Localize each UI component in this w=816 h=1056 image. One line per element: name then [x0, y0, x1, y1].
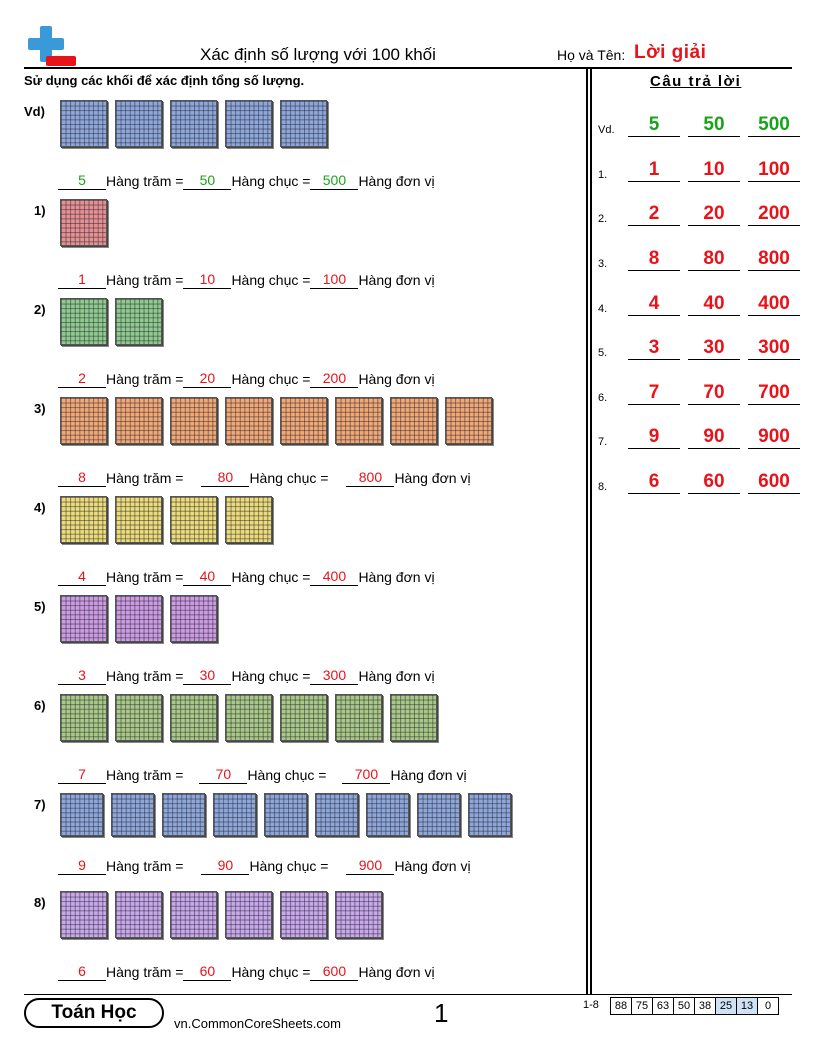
hundred-block: [115, 100, 162, 147]
tens-label: Hàng chục =: [231, 173, 311, 189]
tens-label: Hàng chục =: [247, 767, 327, 783]
hundred-blocks-row: [60, 298, 162, 345]
ones-label: Hàng đơn vị: [358, 668, 435, 684]
problem-label: 8): [34, 895, 46, 910]
score-cell: 50: [674, 998, 695, 1014]
hundred-blocks-row: [60, 595, 217, 642]
hundred-block: [315, 793, 358, 836]
hundred-block: [60, 793, 103, 836]
name-label: Họ và Tên:: [557, 47, 626, 63]
hundreds-label: Hàng trăm =: [106, 668, 184, 684]
hundreds-answer-blank: 4: [58, 568, 106, 586]
hundred-block: [60, 694, 107, 741]
hundred-block: [60, 891, 107, 938]
answer-key-row-label: 2.: [598, 213, 608, 225]
answer-key-row: [598, 382, 800, 405]
answer-key-title: Câu trả lời: [650, 73, 742, 90]
hundred-block: [60, 595, 107, 642]
answer-key-row: [598, 337, 800, 360]
ones-answer-blank: 700: [342, 766, 390, 784]
hundred-block: [225, 694, 272, 741]
ones-answer-blank: 200: [310, 370, 358, 388]
answer-row: [58, 370, 435, 388]
hundred-block: [115, 397, 162, 444]
hundred-block: [280, 100, 327, 147]
answer-row: [58, 172, 435, 190]
tens-answer-blank: 40: [183, 568, 231, 586]
answer-key-value: 80: [688, 248, 740, 271]
hundred-block: [213, 793, 256, 836]
hundred-block: [162, 793, 205, 836]
hundred-block: [280, 694, 327, 741]
hundreds-answer-blank: 7: [58, 766, 106, 784]
answer-key-row: [598, 426, 800, 449]
tens-answer-blank: 80: [201, 469, 249, 487]
score-cell: 0: [764, 1000, 772, 1012]
score-range-label: 1-8: [583, 999, 599, 1011]
hundred-blocks-row: [60, 199, 107, 246]
hundred-block: [60, 496, 107, 543]
hundred-block: [335, 694, 382, 741]
answer-row: [58, 568, 435, 586]
problem-label: 1): [34, 203, 46, 218]
score-cell: 13: [737, 998, 758, 1014]
hundreds-label: Hàng trăm =: [106, 858, 184, 874]
tens-answer-blank: 60: [183, 963, 231, 981]
hundreds-answer-blank: 3: [58, 667, 106, 685]
score-cell: 88: [611, 998, 632, 1014]
page-title: Xác định số lượng với 100 khối: [200, 45, 436, 64]
answer-key-value: 70: [688, 382, 740, 405]
hundred-block: [115, 298, 162, 345]
tens-label: Hàng chục =: [231, 668, 311, 684]
tens-answer-blank: 90: [201, 857, 249, 875]
hundred-block: [264, 793, 307, 836]
tens-answer-blank: 10: [183, 271, 231, 289]
site-url: vn.CommonCoreSheets.com: [174, 1016, 341, 1031]
answer-key-value: 40: [688, 293, 740, 316]
hundred-block: [115, 595, 162, 642]
answer-key-row: [598, 471, 800, 494]
brand-badge: Toán Học: [24, 998, 164, 1028]
answer-row: [58, 271, 435, 289]
answer-key-value: 5: [628, 114, 680, 137]
ones-label: Hàng đơn vị: [394, 858, 471, 874]
column-divider-right: [590, 67, 592, 995]
hundred-blocks-row: [60, 100, 327, 147]
hundred-block: [115, 496, 162, 543]
problem-label: 6): [34, 698, 46, 713]
answer-key-row: [598, 114, 800, 137]
answer-key-value: 20: [688, 203, 740, 226]
name-value: Lời giải: [634, 42, 707, 63]
score-cell: 75: [632, 998, 653, 1014]
hundred-blocks-row: [60, 694, 437, 741]
answer-key-value: 30: [688, 337, 740, 360]
hundreds-label: Hàng trăm =: [106, 964, 184, 980]
ones-label: Hàng đơn vị: [394, 470, 471, 486]
answer-row: [58, 963, 435, 981]
answer-key-value: 4: [628, 293, 680, 316]
answer-key-value: 8: [628, 248, 680, 271]
hundred-block: [225, 891, 272, 938]
hundred-block: [225, 496, 272, 543]
tens-answer-blank: 50: [183, 172, 231, 190]
hundred-block: [335, 397, 382, 444]
hundred-block: [280, 397, 327, 444]
tens-label: Hàng chục =: [249, 858, 329, 874]
hundreds-label: Hàng trăm =: [106, 371, 184, 387]
plus-minus-logo-icon: [24, 24, 80, 68]
score-cell: 38: [695, 998, 716, 1014]
answer-key-value: 400: [748, 293, 800, 316]
header-divider: [24, 67, 792, 69]
hundred-block: [170, 100, 217, 147]
answer-key-value: 7: [628, 382, 680, 405]
tens-answer-blank: 70: [199, 766, 247, 784]
hundred-block: [366, 793, 409, 836]
hundred-block: [60, 397, 107, 444]
answer-key-row-label: 6.: [598, 392, 608, 404]
answer-key-value: 9: [628, 426, 680, 449]
ones-answer-blank: 600: [310, 963, 358, 981]
ones-answer-blank: 800: [346, 469, 394, 487]
ones-label: Hàng đơn vị: [358, 272, 435, 288]
hundred-block: [170, 891, 217, 938]
ones-answer-blank: 500: [310, 172, 358, 190]
answer-key-value: 50: [688, 114, 740, 137]
answer-key-row-label: 5.: [598, 347, 608, 359]
answer-key-value: 500: [748, 114, 800, 137]
instructions: Sử dụng các khối để xác định tổng số lượng.: [24, 73, 305, 88]
hundreds-label: Hàng trăm =: [106, 767, 184, 783]
answer-key-row: [598, 203, 800, 226]
ones-answer-blank: 100: [310, 271, 358, 289]
hundred-block: [417, 793, 460, 836]
ones-answer-blank: 300: [310, 667, 358, 685]
answer-key-value: 90: [688, 426, 740, 449]
answer-row: [58, 469, 471, 487]
answer-key-row-label: 3.: [598, 258, 608, 270]
hundred-block: [445, 397, 492, 444]
hundred-block: [225, 397, 272, 444]
hundreds-answer-blank: 8: [58, 469, 106, 487]
answer-key-value: 6: [628, 471, 680, 494]
answer-key-row-label: 1.: [598, 169, 608, 181]
hundred-block: [280, 891, 327, 938]
answer-key-row-label: 8.: [598, 481, 608, 493]
hundreds-answer-blank: 6: [58, 963, 106, 981]
hundreds-label: Hàng trăm =: [106, 173, 184, 189]
hundreds-answer-blank: 1: [58, 271, 106, 289]
answer-key-row-label: 7.: [598, 436, 608, 448]
hundred-block: [335, 891, 382, 938]
hundreds-answer-blank: 5: [58, 172, 106, 190]
page-number: 1: [434, 998, 449, 1028]
hundreds-answer-blank: 9: [58, 857, 106, 875]
hundred-block: [60, 100, 107, 147]
hundred-blocks-row: [60, 891, 382, 938]
hundred-block: [60, 298, 107, 345]
tens-answer-blank: 20: [183, 370, 231, 388]
answer-key-value: 600: [748, 471, 800, 494]
footer-divider: [24, 994, 792, 995]
answer-key-value: 60: [688, 471, 740, 494]
answer-row: [58, 667, 435, 685]
hundred-block: [390, 397, 437, 444]
answer-key-value: 1: [628, 159, 680, 182]
hundred-block: [170, 595, 217, 642]
ones-label: Hàng đơn vị: [358, 173, 435, 189]
hundreds-label: Hàng trăm =: [106, 470, 184, 486]
hundred-block: [115, 694, 162, 741]
hundred-block: [170, 496, 217, 543]
hundreds-answer-blank: 2: [58, 370, 106, 388]
answer-key-row-label: 4.: [598, 303, 608, 315]
answer-key-row-label: Vd.: [598, 124, 615, 136]
answer-key-value: 3: [628, 337, 680, 360]
hundred-blocks-row: [60, 496, 272, 543]
ones-answer-blank: 900: [346, 857, 394, 875]
score-cell: 63: [653, 998, 674, 1014]
hundreds-label: Hàng trăm =: [106, 569, 184, 585]
ones-answer-blank: 400: [310, 568, 358, 586]
tens-label: Hàng chục =: [231, 964, 311, 980]
ones-label: Hàng đơn vị: [358, 371, 435, 387]
answer-key-row: [598, 159, 800, 182]
hundred-block: [390, 694, 437, 741]
ones-label: Hàng đơn vị: [358, 569, 435, 585]
answer-row: [58, 766, 467, 784]
problem-label: 2): [34, 302, 46, 317]
answer-key-value: 2: [628, 203, 680, 226]
hundred-blocks-row: [60, 397, 492, 444]
hundred-block: [60, 199, 107, 246]
answer-key-value: 100: [748, 159, 800, 182]
column-divider-left: [586, 67, 588, 995]
ones-label: Hàng đơn vị: [358, 964, 435, 980]
tens-answer-blank: 30: [183, 667, 231, 685]
answer-key-value: 10: [688, 159, 740, 182]
tens-label: Hàng chục =: [231, 272, 311, 288]
tens-label: Hàng chục =: [249, 470, 329, 486]
tens-label: Hàng chục =: [231, 569, 311, 585]
problem-label: 4): [34, 500, 46, 515]
problem-label: Vd): [24, 104, 45, 119]
answer-key-value: 800: [748, 248, 800, 271]
problem-label: 7): [34, 797, 46, 812]
ones-label: Hàng đơn vị: [390, 767, 467, 783]
hundred-block: [170, 397, 217, 444]
answer-row: [58, 857, 471, 875]
problem-label: 5): [34, 599, 46, 614]
hundred-block: [115, 891, 162, 938]
answer-key-row: [598, 293, 800, 316]
answer-key-value: 200: [748, 203, 800, 226]
answer-key-value: 900: [748, 426, 800, 449]
hundred-block: [468, 793, 511, 836]
problem-label: 3): [34, 401, 46, 416]
tens-label: Hàng chục =: [231, 371, 311, 387]
answer-key-row: [598, 248, 800, 271]
answer-key-value: 300: [748, 337, 800, 360]
hundred-block: [225, 100, 272, 147]
score-table: [610, 997, 779, 1015]
hundred-block: [111, 793, 154, 836]
hundred-blocks-row: [60, 793, 511, 836]
score-cell: 25: [716, 998, 737, 1014]
hundreds-label: Hàng trăm =: [106, 272, 184, 288]
answer-key-value: 700: [748, 382, 800, 405]
hundred-block: [170, 694, 217, 741]
